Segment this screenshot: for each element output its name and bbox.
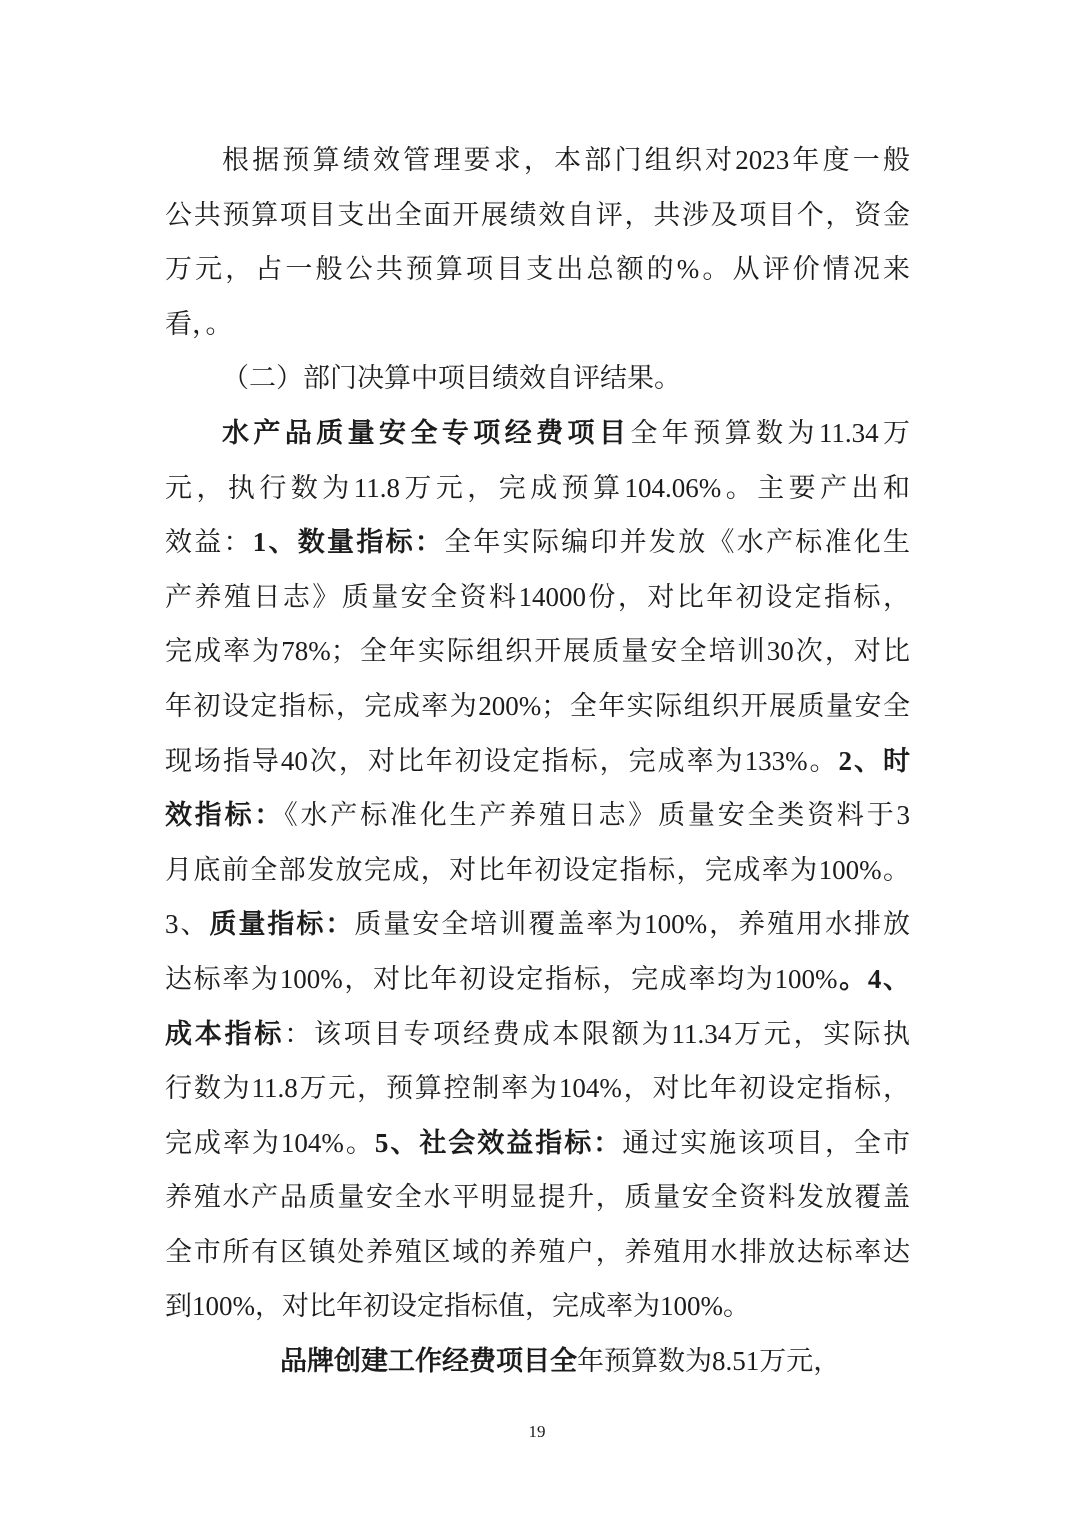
text-line bbox=[165, 570, 910, 625]
text-run: 产养殖日志》质量安全资料14000份，对比年初设定指标， bbox=[165, 581, 910, 612]
text-line bbox=[165, 624, 910, 679]
text-run: 现场指导40次，对比年初设定指标，完成率为133%。 bbox=[165, 745, 839, 776]
bold-text-run: 。4、 bbox=[837, 963, 911, 994]
text-line bbox=[165, 461, 910, 516]
text-line bbox=[165, 188, 910, 243]
bold-text-run: 效指标： bbox=[165, 800, 285, 831]
text-run: 完成率为104%。 bbox=[165, 1127, 375, 1158]
text-run: 全市所有区镇处养殖区域的养殖户，养殖用水排放达标率达 bbox=[165, 1236, 910, 1267]
page-number: 19 bbox=[528, 1422, 546, 1441]
bold-text-run: 质量指标： bbox=[209, 909, 355, 940]
text-run: 完成率为78%；全年实际组织开展质量安全培训30次，对比 bbox=[165, 636, 910, 667]
text-line bbox=[165, 1225, 910, 1280]
text-run: 年预算数为8.51万元， bbox=[577, 1346, 841, 1377]
text-run: 《水产标准化生产养殖日志》质量安全类资料于3 bbox=[284, 800, 911, 831]
text-run: 万元，占一般公共预算项目支出总额的%。从评价情况来 bbox=[165, 254, 910, 285]
text-run: 根据预算绩效管理要求，本部门组织对2023年度一般 bbox=[222, 145, 910, 175]
text-line bbox=[165, 1170, 910, 1225]
text-line bbox=[165, 133, 910, 188]
bold-text-run: 5、社会效益指标： bbox=[374, 1127, 623, 1158]
text-run: 全年预算数为11.34万 bbox=[630, 417, 911, 448]
text-line bbox=[165, 843, 910, 898]
text-line bbox=[165, 897, 910, 952]
text-line bbox=[165, 1116, 910, 1171]
text-line bbox=[165, 242, 910, 297]
text-line bbox=[165, 515, 910, 570]
paragraph bbox=[165, 351, 910, 406]
text-line bbox=[165, 1061, 910, 1116]
text-run: （二）部门决算中项目绩效自评结果。 bbox=[222, 363, 681, 394]
text-line bbox=[165, 406, 910, 461]
bold-text-run: 水产品质量安全专项经费项目 bbox=[222, 417, 631, 448]
text-run: 养殖水产品质量安全水平明显提升，质量安全资料发放覆盖 bbox=[165, 1182, 910, 1213]
document-body bbox=[165, 133, 910, 1389]
text-line bbox=[165, 1007, 910, 1062]
text-line bbox=[165, 788, 910, 843]
text-run: ：该项目专项经费成本限额为11.34万元，实际执 bbox=[284, 1018, 911, 1049]
text-run: 全年实际编印并发放《水产标准化生 bbox=[444, 527, 911, 558]
text-line bbox=[165, 734, 910, 789]
text-line bbox=[165, 679, 910, 734]
text-run: 行数为11.8万元，预算控制率为104%，对比年初设定指标， bbox=[165, 1073, 910, 1104]
paragraph bbox=[165, 133, 910, 351]
text-run: 通过实施该项目，全市 bbox=[622, 1127, 910, 1158]
paragraph bbox=[165, 1334, 910, 1389]
text-run: 到100%，对比年初设定指标值，完成率为100%。 bbox=[165, 1291, 750, 1322]
text-run: 质量安全培训覆盖率为100%，养殖用水排放 bbox=[354, 909, 911, 940]
text-line bbox=[165, 351, 910, 406]
paragraph bbox=[165, 406, 910, 1334]
text-run: 公共预算项目支出全面开展绩效自评，共涉及项目个，资金 bbox=[165, 199, 910, 230]
text-run: 3、 bbox=[165, 909, 210, 940]
bold-text-run: 2、时 bbox=[838, 745, 911, 776]
text-line bbox=[165, 297, 910, 352]
text-run: 元，执行数为11.8万元，完成预算104.06%。主要产出和 bbox=[165, 472, 910, 503]
text-line bbox=[165, 952, 910, 1007]
text-line bbox=[165, 1334, 910, 1389]
bold-text-run: 品牌创建工作经费项目全 bbox=[280, 1346, 577, 1377]
bold-text-run: 成本指标 bbox=[165, 1018, 285, 1049]
text-run: 达标率为100%，对比年初设定指标，完成率均为100% bbox=[165, 963, 838, 994]
text-line bbox=[165, 1279, 910, 1334]
text-run: 年初设定指标，完成率为200%；全年实际组织开展质量安全 bbox=[165, 690, 910, 721]
text-run: 月底前全部发放完成，对比年初设定指标，完成率为100%。 bbox=[165, 854, 910, 885]
text-run: 看，。 bbox=[165, 308, 233, 339]
text-run: 效益： bbox=[165, 527, 253, 558]
bold-text-run: 1、数量指标： bbox=[252, 527, 445, 558]
